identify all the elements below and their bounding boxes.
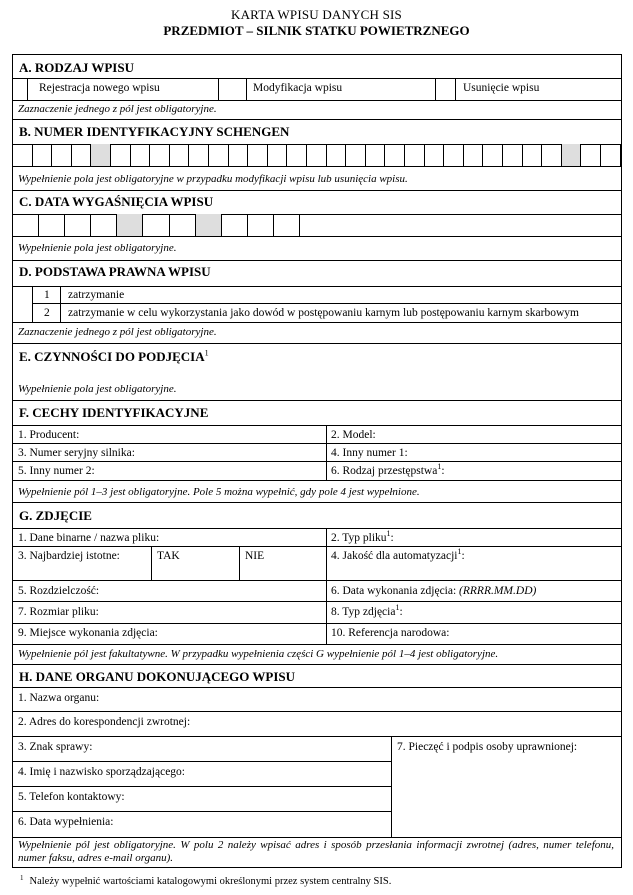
field-authority-name[interactable]: 1. Nazwa organu: bbox=[18, 692, 100, 704]
checkbox-basis-1[interactable] bbox=[14, 287, 32, 303]
char-cell[interactable] bbox=[385, 144, 405, 166]
char-cell[interactable] bbox=[425, 144, 445, 166]
section-d-note: Zaznaczenie jednego z pól jest obligatoryjne. bbox=[18, 326, 217, 338]
checkbox-new-entry[interactable] bbox=[14, 79, 27, 100]
field-contact-phone[interactable]: 5. Telefon kontaktowy: bbox=[18, 791, 125, 803]
field-offence-type[interactable]: 6. Rodzaj przestępstwa$^1$: bbox=[331, 462, 445, 477]
char-cell[interactable] bbox=[189, 144, 209, 166]
char-cell[interactable] bbox=[274, 214, 300, 236]
char-cell[interactable] bbox=[542, 144, 562, 166]
field-engine-serial[interactable]: 3. Numer seryjny silnika: bbox=[18, 447, 135, 459]
char-cell[interactable] bbox=[581, 144, 601, 166]
option-new-entry-label: Rejestracja nowego wpisu bbox=[39, 82, 160, 94]
section-g-note: Wypełnienie pól jest fakultatywne. W przypadku wypełnienia części G wypełnienie pól 1–4 jest obligatoryjne. bbox=[18, 648, 499, 660]
char-cell[interactable] bbox=[196, 214, 222, 236]
checkbox-modify[interactable] bbox=[219, 79, 246, 100]
option-delete-label: Usunięcie wpisu bbox=[463, 82, 540, 94]
option-yes[interactable]: TAK bbox=[157, 550, 180, 562]
char-cell[interactable] bbox=[601, 144, 621, 166]
char-cell[interactable] bbox=[13, 214, 39, 236]
char-cell[interactable] bbox=[150, 144, 170, 166]
char-cell[interactable] bbox=[111, 144, 131, 166]
char-cell[interactable] bbox=[170, 214, 196, 236]
section-d-title: D. PODSTAWA PRAWNA WPISU bbox=[19, 264, 211, 279]
field-automation-quality[interactable]: 4. Jakość dla automatyzacji$^1$: bbox=[331, 547, 465, 562]
char-cell[interactable] bbox=[91, 214, 117, 236]
section-e-title: E. CZYNNOŚCI DO PODJĘCIA$^1$ bbox=[19, 348, 209, 364]
schengen-id-field[interactable] bbox=[13, 144, 621, 166]
char-cell[interactable] bbox=[33, 144, 53, 166]
char-cell[interactable] bbox=[13, 144, 33, 166]
char-cell[interactable] bbox=[117, 214, 143, 236]
char-cell[interactable] bbox=[65, 214, 91, 236]
form-subtitle: PRZEDMIOT – SILNIK STATKU POWIETRZNEGO bbox=[163, 23, 470, 38]
basis-2-label: zatrzymanie w celu wykorzystania jako dowód w postępowaniu karnym lub postępowaniu karnym skarbowym bbox=[68, 307, 579, 319]
checkbox-basis-2[interactable] bbox=[14, 305, 32, 321]
field-preparer-name[interactable]: 4. Imię i nazwisko sporządzającego: bbox=[18, 766, 186, 778]
section-h-title: H. DANE ORGANU DOKONUJĄCEGO WPISU bbox=[19, 669, 296, 684]
field-stamp-signature[interactable]: 7. Pieczęć i podpis osoby uprawnionej: bbox=[397, 741, 578, 753]
field-file-size[interactable]: 7. Rozmiar pliku: bbox=[18, 606, 99, 618]
char-cell[interactable] bbox=[170, 144, 190, 166]
char-cell[interactable] bbox=[209, 144, 229, 166]
field-case-ref[interactable]: 3. Znak sprawy: bbox=[18, 741, 93, 753]
option-modify-label: Modyfikacja wpisu bbox=[253, 82, 343, 94]
expiry-date-field[interactable] bbox=[13, 214, 621, 236]
section-b-note: Wypełnienie pola jest obligatoryjne w przypadku modyfikacji wpisu lub usunięcia wpisu. bbox=[18, 173, 408, 185]
field-model[interactable]: 2. Model: bbox=[331, 429, 376, 441]
section-h-note: Wypełnienie pól jest obligatoryjne. W polu 2 należy wpisać adres i sposób przesłania informacji zwrotnej (adres, numer telefonu, numer faksu, adres e-mail organu). bbox=[18, 839, 614, 864]
field-file-type[interactable]: 2. Typ pliku$^1$: bbox=[331, 529, 394, 544]
field-other-number-1[interactable]: 4. Inny numer 1: bbox=[331, 447, 408, 459]
field-fill-date[interactable]: 6. Data wypełnienia: bbox=[18, 816, 114, 828]
field-return-address[interactable]: 2. Adres do korespondencji zwrotnej: bbox=[18, 716, 191, 728]
field-binary-data[interactable]: 1. Dane binarne / nazwa pliku: bbox=[18, 532, 160, 544]
section-c-title: C. DATA WYGAŚNIĘCIA WPISU bbox=[19, 194, 214, 209]
field-photo-place[interactable]: 9. Miejsce wykonania zdjęcia: bbox=[18, 627, 158, 639]
footnote: $^1$ Należy wypełnić wartościami katalogowymi określonymi przez system centralny SIS. bbox=[20, 873, 392, 887]
section-e-note: Wypełnienie pola jest obligatoryjne. bbox=[18, 383, 177, 395]
char-cell[interactable] bbox=[346, 144, 366, 166]
field-resolution[interactable]: 5. Rozdzielczość: bbox=[18, 585, 100, 597]
option-no[interactable]: NIE bbox=[245, 550, 265, 562]
basis-2-num: 2 bbox=[44, 307, 50, 319]
form-title: KARTA WPISU DANYCH SIS bbox=[230, 7, 402, 22]
checkbox-delete[interactable] bbox=[436, 79, 455, 100]
section-a-note: Zaznaczenie jednego z pól jest obligatoryjne. bbox=[18, 103, 217, 115]
field-producer[interactable]: 1. Producent: bbox=[18, 429, 80, 441]
section-a-title: A. RODZAJ WPISU bbox=[19, 60, 134, 75]
char-cell[interactable] bbox=[523, 144, 543, 166]
section-g-title: G. ZDJĘCIE bbox=[19, 508, 92, 523]
char-cell[interactable] bbox=[562, 144, 582, 166]
char-cell[interactable] bbox=[464, 144, 484, 166]
section-f-title: F. CECHY IDENTYFIKACYJNE bbox=[19, 405, 209, 420]
char-cell[interactable] bbox=[483, 144, 503, 166]
section-f-note: Wypełnienie pól 1–3 jest obligatoryjne. Pole 5 można wypełnić, gdy pole 4 jest wypełnione. bbox=[18, 486, 420, 498]
field-photo-date[interactable]: 6. Data wykonania zdjęcia: (RRRR.MM.DD) bbox=[331, 585, 537, 597]
field-most-relevant: 3. Najbardziej istotne: bbox=[18, 550, 120, 562]
section-b-title: B. NUMER IDENTYFIKACYJNY SCHENGEN bbox=[19, 124, 290, 139]
char-cell[interactable] bbox=[366, 144, 386, 166]
sis-form bbox=[12, 54, 622, 868]
char-cell[interactable] bbox=[444, 144, 464, 166]
basis-1-num: 1 bbox=[44, 289, 50, 301]
field-other-number-2[interactable]: 5. Inny numer 2: bbox=[18, 465, 95, 477]
char-cell[interactable] bbox=[405, 144, 425, 166]
char-cell[interactable] bbox=[327, 144, 347, 166]
char-cell[interactable] bbox=[131, 144, 151, 166]
char-cell[interactable] bbox=[248, 214, 274, 236]
char-cell[interactable] bbox=[503, 144, 523, 166]
char-cell[interactable] bbox=[72, 144, 92, 166]
char-cell[interactable] bbox=[229, 144, 249, 166]
char-cell[interactable] bbox=[222, 214, 248, 236]
char-cell[interactable] bbox=[248, 144, 268, 166]
char-cell[interactable] bbox=[52, 144, 72, 166]
basis-1-label: zatrzymanie bbox=[68, 289, 125, 301]
field-photo-type[interactable]: 8. Typ zdjęcia$^1$: bbox=[331, 603, 403, 618]
char-cell[interactable] bbox=[287, 144, 307, 166]
actions-field[interactable] bbox=[14, 367, 620, 381]
char-cell[interactable] bbox=[268, 144, 288, 166]
field-national-reference[interactable]: 10. Referencja narodowa: bbox=[331, 627, 450, 639]
char-cell[interactable] bbox=[144, 214, 170, 236]
section-c-note: Wypełnienie pola jest obligatoryjne. bbox=[18, 242, 177, 254]
char-cell[interactable] bbox=[91, 144, 111, 166]
char-cell[interactable] bbox=[307, 144, 327, 166]
char-cell[interactable] bbox=[39, 214, 65, 236]
